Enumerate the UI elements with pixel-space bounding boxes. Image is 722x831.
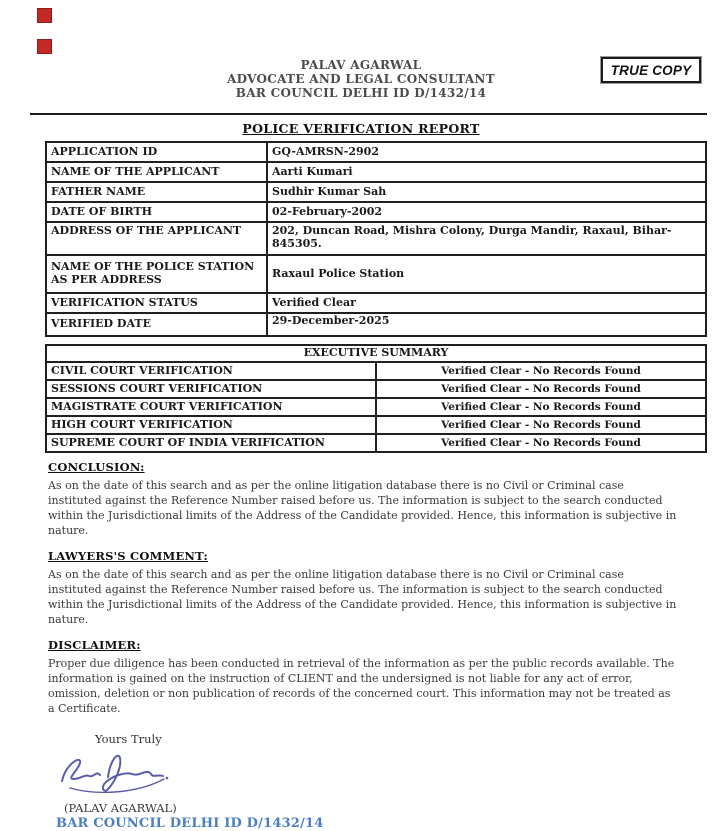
field-label: SESSIONS COURT VERIFICATION: [46, 380, 376, 398]
field-value: Verified Clear - No Records Found: [376, 416, 706, 434]
text-sections: [48, 460, 680, 716]
table-row: [46, 293, 706, 313]
closing-text: Yours Truly: [95, 732, 162, 746]
bar-council-id: BAR COUNCIL DELHI ID D/1432/14: [56, 816, 324, 831]
field-value: GQ-AMRSN-2902: [267, 142, 706, 162]
field-label: FATHER NAME: [46, 182, 267, 202]
field-label: NAME OF THE POLICE STATION AS PER ADDRESS: [46, 255, 267, 293]
field-label: APPLICATION ID: [46, 142, 267, 162]
field-value: Verified Clear - No Records Found: [376, 434, 706, 452]
field-value: Aarti Kumari: [267, 162, 706, 182]
table-row: [46, 313, 706, 336]
letterhead-bar-id: BAR COUNCIL DELHI ID D/1432/14: [235, 86, 487, 100]
field-label: VERIFIED DATE: [46, 313, 267, 336]
executive-summary-table: [45, 344, 707, 453]
field-value: 202, Duncan Road, Mishra Colony, Durga Mandir, Raxaul, Bihar-845305.: [267, 222, 706, 255]
table-header-row: [46, 345, 706, 362]
field-value: Verified Clear - No Records Found: [376, 398, 706, 416]
field-value: Verified Clear - No Records Found: [376, 380, 706, 398]
table-row: [46, 222, 706, 255]
table-row: [46, 255, 706, 293]
conclusion-body: As on the date of this search and as per the online litigation database there is no Civil or Criminal case instituted against the Reference Number raised before us. The information is subject to the search conducted within the Jurisdictional limits of the Address of the Candidate provided. Hence, this information is subjective in nature.: [48, 479, 677, 537]
field-label: CIVIL COURT VERIFICATION: [46, 362, 376, 380]
field-label: NAME OF THE APPLICANT: [46, 162, 267, 182]
page-title: POLICE VERIFICATION REPORT: [242, 121, 480, 136]
red-square-marker-icon: [37, 39, 52, 54]
conclusion-heading: CONCLUSION:: [48, 460, 145, 474]
table-row: [46, 416, 706, 434]
table-row: [46, 142, 706, 162]
signatory-name: (PALAV AGARWAL): [64, 801, 177, 815]
field-value: 02-February-2002: [267, 202, 706, 222]
letterhead-name: PALAV AGARWAL: [300, 58, 422, 72]
field-label: HIGH COURT VERIFICATION: [46, 416, 376, 434]
letterhead-title: ADVOCATE AND LEGAL CONSULTANT: [227, 72, 495, 86]
field-value: Raxaul Police Station: [267, 255, 706, 293]
true-copy-stamp: [601, 57, 701, 83]
signature-image: [56, 749, 181, 799]
table-row: [46, 202, 706, 222]
lawyers-comment-body: As on the date of this search and as per the online litigation database there is no Civil or Criminal case instituted against the Reference Number raised before us. The information is subject to the search conducted within the Jurisdictional limits of the Address of the Candidate provided. Hence, this information is subjective in nature.: [48, 568, 677, 626]
field-label: VERIFICATION STATUS: [46, 293, 267, 313]
applicant-details-table: [45, 141, 707, 337]
field-value: Verified Clear: [267, 293, 706, 313]
field-value: 29-December-2025: [267, 313, 706, 336]
field-label: SUPREME COURT OF INDIA VERIFICATION: [46, 434, 376, 452]
table-row: [46, 398, 706, 416]
header-divider: [30, 113, 707, 115]
field-label: ADDRESS OF THE APPLICANT: [46, 222, 267, 255]
table-row: [46, 380, 706, 398]
field-value: Sudhir Kumar Sah: [267, 182, 706, 202]
table-row: [46, 162, 706, 182]
red-square-marker-icon: [37, 8, 52, 23]
table-row: [46, 434, 706, 452]
letterhead: [0, 0, 722, 100]
executive-summary-title: EXECUTIVE SUMMARY: [46, 345, 706, 362]
disclaimer-body: Proper due diligence has been conducted in retrieval of the information as per the public records available. The information is gained on the instruction of CLIENT and the undersigned is not liable for any act of error, omission, deletion or non publication of records of the concerned court. This information may not be treated as a Certificate.: [48, 657, 675, 715]
disclaimer-heading: DISCLAIMER:: [48, 638, 141, 652]
table-row: [46, 182, 706, 202]
field-label: DATE OF BIRTH: [46, 202, 267, 222]
field-label: MAGISTRATE COURT VERIFICATION: [46, 398, 376, 416]
field-value: Verified Clear - No Records Found: [376, 362, 706, 380]
true-copy-label: TRUE COPY: [610, 62, 692, 78]
table-row: [46, 362, 706, 380]
lawyers-comment-heading: LAWYERS'S COMMENT:: [48, 549, 208, 563]
